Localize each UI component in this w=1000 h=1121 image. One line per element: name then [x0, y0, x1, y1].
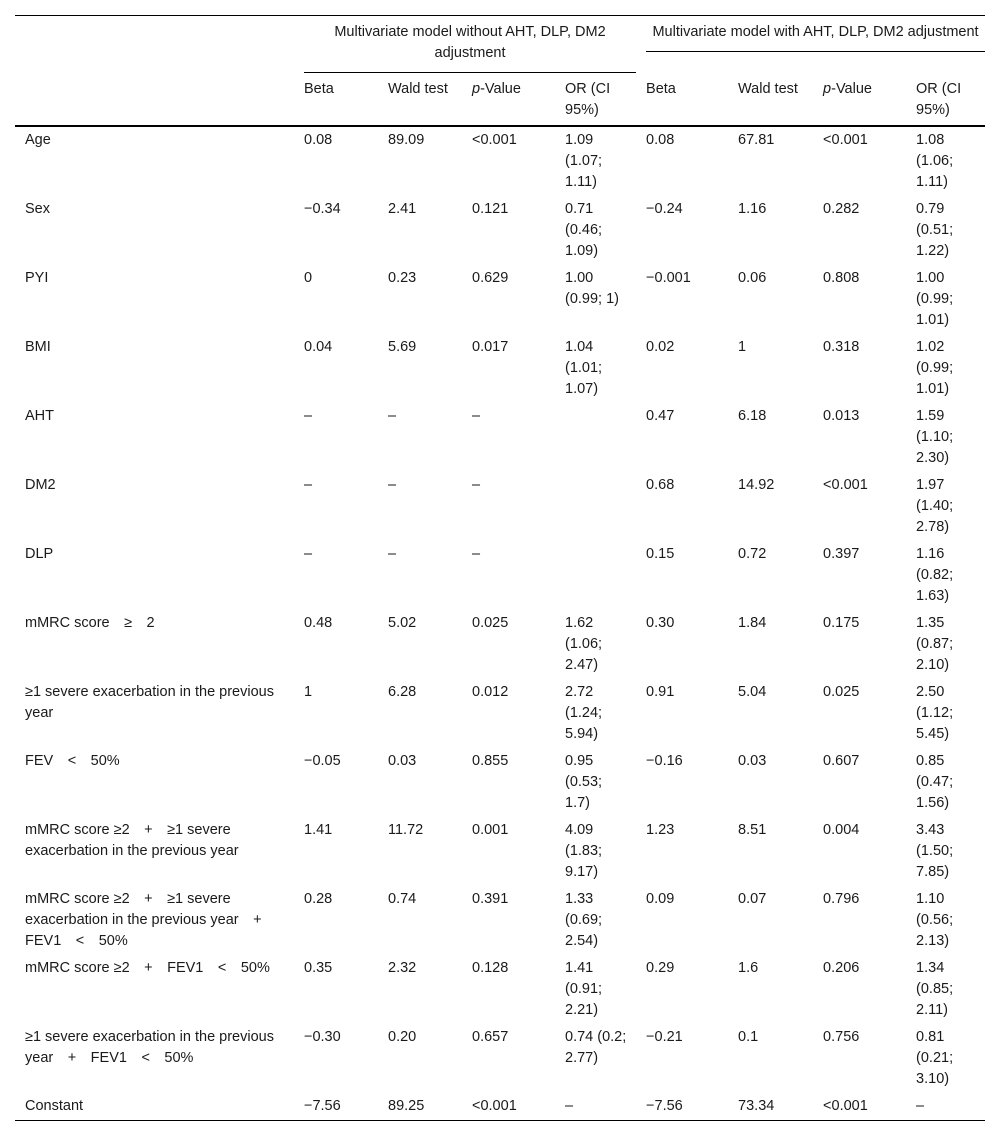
p-value-cell: 0.629 [472, 270, 509, 286]
beta-cell: 0.09 [646, 891, 675, 907]
variable-cell: mMRC score ≥2 + ≥1 severe exacerbation in the previous year [25, 822, 239, 859]
or-cell: 1.16 (0.82; 1.63) [916, 546, 954, 604]
variable-cell: DM2 [25, 477, 56, 493]
or-cell: 1.04 (1.01; 1.07) [565, 339, 603, 397]
column-header-row [15, 73, 985, 126]
variable-cell: BMI [25, 339, 51, 355]
variable-cell: Sex [25, 201, 50, 217]
beta-header: Beta [636, 73, 728, 126]
table-row [15, 472, 985, 541]
or-cell: 1.10 (0.56; 2.13) [916, 891, 954, 949]
beta-cell: 0.29 [646, 960, 675, 976]
or-cell: 3.43 (1.50; 7.85) [916, 822, 954, 880]
beta-header: Beta [294, 73, 378, 126]
group-header-with-adjustment: Multivariate model with AHT, DLP, DM2 adjustment [636, 16, 985, 74]
beta-cell: 0 [304, 270, 313, 286]
p-value-header: p-Value [462, 73, 555, 126]
p-value-cell: 0.001 [472, 822, 509, 838]
wald-cell: 0.74 [388, 891, 417, 907]
wald-cell: 0.06 [738, 270, 767, 286]
or-cell: 1.09 (1.07; 1.11) [565, 132, 603, 190]
group-header-without-adjustment: Multivariate model without AHT, DLP, DM2 adjustment [294, 16, 636, 74]
p-value-cell: 0.318 [823, 339, 860, 355]
variable-cell: ≥1 severe exacerbation in the previous year [25, 684, 274, 721]
beta-cell: 0.02 [646, 339, 675, 355]
table-row [15, 403, 985, 472]
or-cell: 1.35 (0.87; 2.10) [916, 615, 954, 673]
wald-cell: 11.72 [388, 822, 424, 838]
wald-cell: 0.23 [388, 270, 417, 286]
or-cell: 0.79 (0.51; 1.22) [916, 201, 954, 259]
group-header-row [15, 16, 985, 74]
or-cell: – [906, 1093, 985, 1121]
p-value-cell: – [472, 408, 481, 424]
wald-header: Wald test [378, 73, 462, 126]
wald-cell: 1.16 [738, 201, 767, 217]
or-cell: 1.97 (1.40; 2.78) [916, 477, 954, 535]
or-cell: 1.02 (0.99; 1.01) [916, 339, 954, 397]
table-row [15, 1024, 985, 1093]
p-value-cell: 0.206 [823, 960, 860, 976]
beta-cell: 0.91 [646, 684, 675, 700]
variable-cell: AHT [25, 408, 54, 424]
beta-cell: −0.001 [646, 270, 691, 286]
wald-header: Wald test [728, 73, 813, 126]
p-value-cell: 0.175 [823, 615, 860, 631]
or-cell: 1.59 (1.10; 2.30) [916, 408, 954, 466]
p-value-cell: <0.001 [462, 1093, 555, 1121]
beta-cell: 0.68 [646, 477, 675, 493]
p-value-cell: 0.756 [823, 1029, 860, 1045]
p-value-cell: 0.391 [472, 891, 509, 907]
or-cell [555, 541, 636, 610]
table-row [15, 334, 985, 403]
beta-cell: 0.28 [304, 891, 333, 907]
or-header: OR (CI 95%) [906, 73, 985, 126]
wald-cell: 0.07 [738, 891, 767, 907]
wald-cell: 8.51 [738, 822, 767, 838]
beta-cell: 0.15 [646, 546, 675, 562]
wald-cell: 5.04 [738, 684, 767, 700]
wald-cell: 0.1 [738, 1029, 759, 1045]
variable-cell: Constant [15, 1093, 294, 1121]
p-value-cell: 0.397 [823, 546, 860, 562]
or-cell: 1.00 (0.99; 1) [565, 270, 619, 307]
beta-cell: – [304, 477, 313, 493]
beta-cell: −0.21 [646, 1029, 683, 1045]
corner-cell [15, 16, 294, 74]
table-row [15, 679, 985, 748]
p-value-cell: <0.001 [823, 477, 868, 493]
beta-cell: −7.56 [294, 1093, 378, 1121]
beta-cell: – [304, 408, 313, 424]
variable-cell: mMRC score ≥2 + ≥1 severe exacerbation in the previous year + FEV1 < 50% [25, 891, 277, 949]
beta-cell: 0.30 [646, 615, 675, 631]
or-cell: 2.50 (1.12; 5.45) [916, 684, 954, 742]
variable-cell: DLP [25, 546, 54, 562]
beta-cell: −0.16 [646, 753, 683, 769]
variable-cell: Age [25, 132, 51, 148]
variable-cell: FEV < 50% [25, 753, 120, 769]
table-row [15, 1093, 985, 1121]
wald-cell: 2.41 [388, 201, 417, 217]
wald-cell: 5.69 [388, 339, 417, 355]
beta-cell: −0.34 [304, 201, 341, 217]
p-value-cell: 0.017 [472, 339, 509, 355]
or-cell: 1.62 (1.06; 2.47) [565, 615, 603, 673]
p-value-cell: 0.796 [823, 891, 860, 907]
or-header: OR (CI 95%) [555, 73, 636, 126]
or-cell [555, 472, 636, 541]
p-value-cell: 0.013 [823, 408, 860, 424]
p-value-cell: <0.001 [823, 132, 868, 148]
wald-cell: 0.03 [738, 753, 767, 769]
or-cell: 0.74 (0.2; 2.77) [565, 1029, 627, 1066]
table-row [15, 610, 985, 679]
or-cell: 1.34 (0.85; 2.11) [916, 960, 954, 1018]
or-cell: 1.33 (0.69; 2.54) [565, 891, 603, 949]
or-cell: 1.08 (1.06; 1.11) [916, 132, 954, 190]
or-cell: 1.00 (0.99; 1.01) [916, 270, 954, 328]
beta-cell: −7.56 [636, 1093, 728, 1121]
beta-cell: 1.23 [646, 822, 675, 838]
wald-cell: 0.03 [388, 753, 417, 769]
wald-cell: – [388, 477, 397, 493]
p-value-cell: 0.025 [823, 684, 860, 700]
results-table [15, 15, 985, 1121]
wald-cell: 5.02 [388, 615, 417, 631]
table-row [15, 541, 985, 610]
wald-cell: 6.28 [388, 684, 417, 700]
variable-cell: mMRC score ≥2 + FEV1 < 50% [25, 960, 270, 976]
variable-cell: PYI [25, 270, 49, 286]
p-value-cell: 0.808 [823, 270, 860, 286]
p-value-cell: 0.012 [472, 684, 509, 700]
variable-column-header [15, 73, 294, 126]
p-value-cell: 0.607 [823, 753, 860, 769]
wald-cell: 73.34 [728, 1093, 813, 1121]
or-cell: 0.71 (0.46; 1.09) [565, 201, 603, 259]
beta-cell: – [304, 546, 313, 562]
wald-cell: 2.32 [388, 960, 417, 976]
beta-cell: −0.24 [646, 201, 683, 217]
or-cell: 0.95 (0.53; 1.7) [565, 753, 603, 811]
wald-cell: 1.6 [738, 960, 759, 976]
beta-cell: 0.08 [646, 132, 675, 148]
or-cell: 1.41 (0.91; 2.21) [565, 960, 603, 1018]
p-value-cell: – [472, 477, 481, 493]
p-value-cell: 0.855 [472, 753, 509, 769]
wald-cell: 0.20 [388, 1029, 417, 1045]
p-value-cell: 0.282 [823, 201, 860, 217]
table-row [15, 126, 985, 196]
p-value-cell: 0.657 [472, 1029, 509, 1045]
p-value-cell: 0.025 [472, 615, 509, 631]
wald-cell: 14.92 [738, 477, 775, 493]
or-cell: 4.09 (1.83; 9.17) [565, 822, 603, 880]
beta-cell: 0.35 [304, 960, 333, 976]
p-value-cell: <0.001 [472, 132, 517, 148]
or-cell: – [555, 1093, 636, 1121]
or-cell: 0.85 (0.47; 1.56) [916, 753, 954, 811]
p-value-cell: 0.128 [472, 960, 509, 976]
or-cell: 2.72 (1.24; 5.94) [565, 684, 603, 742]
p-value-cell: 0.121 [472, 201, 509, 217]
table-row [15, 748, 985, 817]
beta-cell: 1 [304, 684, 313, 700]
p-value-header: p-Value [813, 73, 906, 126]
table-row [15, 817, 985, 886]
wald-cell: 1.84 [738, 615, 767, 631]
or-cell: 0.81 (0.21; 3.10) [916, 1029, 954, 1087]
variable-cell: mMRC score ≥ 2 [25, 615, 155, 631]
wald-cell: – [388, 546, 397, 562]
beta-cell: 0.47 [646, 408, 675, 424]
beta-cell: 0.48 [304, 615, 333, 631]
p-value-cell: 0.004 [823, 822, 860, 838]
table-row [15, 955, 985, 1024]
wald-cell: 67.81 [738, 132, 775, 148]
wald-cell: 0.72 [738, 546, 767, 562]
beta-cell: 1.41 [304, 822, 333, 838]
p-value-cell: – [472, 546, 481, 562]
table-row [15, 886, 985, 955]
wald-cell: 1 [738, 339, 747, 355]
beta-cell: −0.05 [304, 753, 341, 769]
table-row [15, 196, 985, 265]
variable-cell: ≥1 severe exacerbation in the previous year + FEV1 < 50% [25, 1029, 274, 1066]
beta-cell: 0.04 [304, 339, 333, 355]
or-cell [555, 403, 636, 472]
wald-cell: – [388, 408, 397, 424]
wald-cell: 6.18 [738, 408, 767, 424]
table-row [15, 265, 985, 334]
wald-cell: 89.25 [378, 1093, 462, 1121]
wald-cell: 89.09 [388, 132, 425, 148]
beta-cell: 0.08 [304, 132, 333, 148]
p-value-cell: <0.001 [813, 1093, 906, 1121]
beta-cell: −0.30 [304, 1029, 341, 1045]
